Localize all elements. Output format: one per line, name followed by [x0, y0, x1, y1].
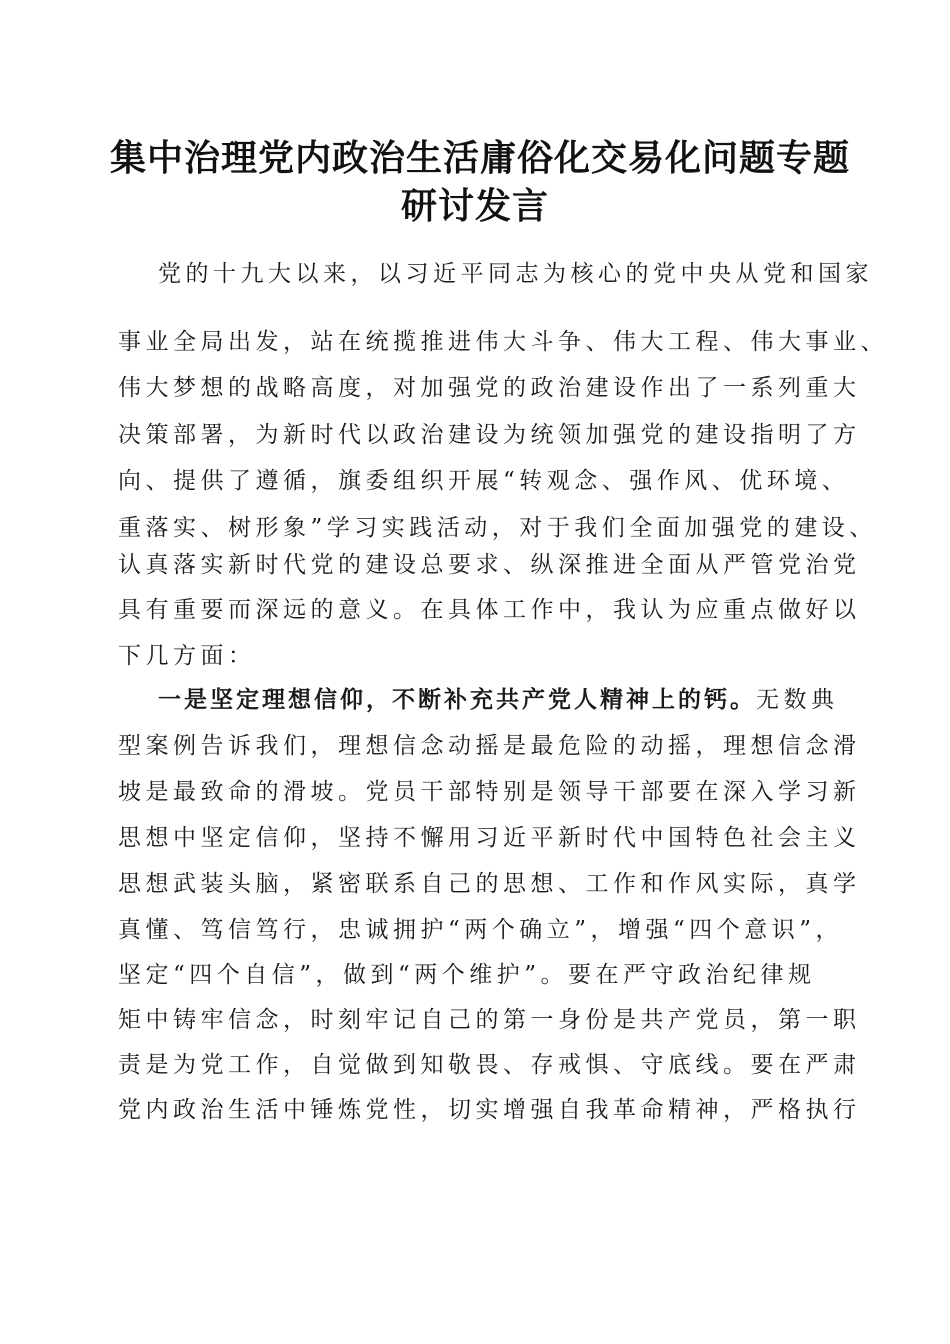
paragraph-1-line: 具有重要而深远的意义。在具体工作中，我认为应重点做好以 [118, 597, 861, 623]
paragraph-2-lead-sentence: 一是坚定理想信仰，不断补充共产党人精神上的钙。 [158, 687, 756, 713]
paragraph-1-line: 党的十九大以来，以习近平同志为核心的党中央从党和国家 [158, 261, 873, 287]
paragraph-2-line: 思想中坚定信仰，坚持不懈用习近平新时代中国特色社会主义 [118, 825, 861, 851]
paragraph-2-first-line-rest: 无数典 [756, 687, 839, 713]
paragraph-2-line: 型案例告诉我们，理想信念动摇是最危险的动摇，理想信念滑 [118, 733, 861, 759]
paragraph-1-line: 认真落实新时代党的建设总要求、纵深推进全面从严管党治党 [118, 552, 861, 578]
paragraph-2-line: 坚定“四个自信”，做到“两个维护”。要在严守政治纪律规 [118, 962, 816, 988]
paragraph-1-line: 事业全局出发，站在统揽推进伟大斗争、伟大工程、伟大事业、 [118, 329, 888, 355]
paragraph-1-line: 向、提供了遵循，旗委组织开展“转观念、强作风、优环境、 [118, 468, 850, 494]
document-title-line-2: 研讨发言 [400, 185, 549, 227]
paragraph-2-line: 党内政治生活中锤炼党性，切实增强自我革命精神，严格执行 [118, 1097, 861, 1123]
paragraph-2-line: 思想武装头脑，紧密联系自己的思想、工作和作风实际，真学 [118, 871, 861, 897]
paragraph-2-line: 真懂、笃信笃行，忠诚拥护“两个确立”，增强“四个意识”， [118, 917, 844, 943]
paragraph-2-first-line [158, 676, 880, 724]
paragraph-1-line: 伟大梦想的战略高度，对加强党的政治建设作出了一系列重大 [118, 375, 861, 401]
paragraph-2-line: 矩中铸牢信念，时刻牢记自己的第一身份是共产党员，第一职 [118, 1007, 861, 1033]
paragraph-2-line: 坡是最致命的滑坡。党员干部特别是领导干部要在深入学习新 [118, 779, 861, 805]
document-title-line-1: 集中治理党内政治生活庸俗化交易化问题专题 [110, 137, 851, 179]
paragraph-1-line: 下几方面： [118, 643, 256, 669]
paragraph-2-line: 责是为党工作，自觉做到知敬畏、存戒惧、守底线。要在严肃 [118, 1052, 861, 1078]
paragraph-1-line: 决策部署，为新时代以政治建设为统领加强党的建设指明了方 [118, 422, 861, 448]
paragraph-1-line: 重落实、树形象”学习实践活动，对于我们全面加强党的建设、 [118, 515, 877, 541]
